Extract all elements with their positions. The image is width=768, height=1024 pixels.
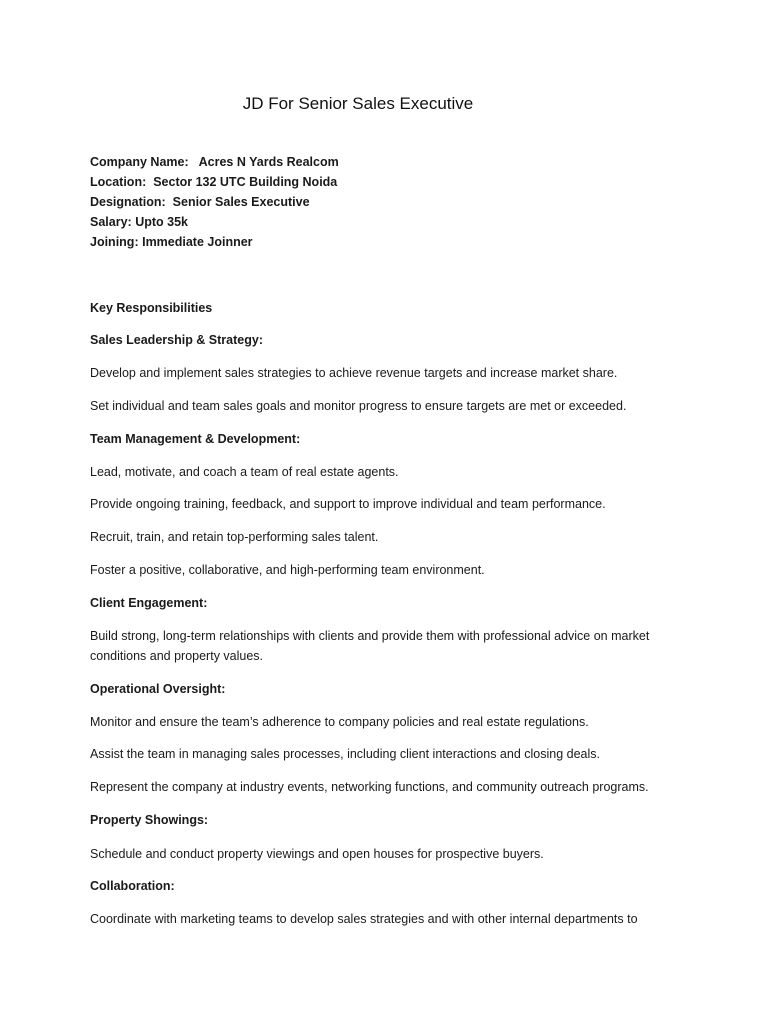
document-title: JD For Senior Sales Executive [242, 94, 474, 113]
paragraph: Monitor and ensure the team’s adherence to company policies and real estate regulations. [90, 715, 589, 729]
section-heading: Team Management & Development: [90, 432, 301, 446]
detail-joining [90, 232, 339, 252]
paragraph: Set individual and team sales goals and monitor progress to ensure targets are met or exceeded. [90, 399, 627, 413]
section-heading: Operational Oversight: [90, 682, 226, 696]
section-heading: Collaboration: [90, 879, 175, 893]
detail-label: Joining: [90, 235, 139, 249]
detail-location [90, 172, 339, 192]
paragraph: Develop and implement sales strategies to achieve revenue targets and increase market share. [90, 366, 618, 380]
detail-label: Location: [90, 175, 147, 189]
paragraph: Lead, motivate, and coach a team of real estate agents. [90, 465, 399, 479]
detail-value: Sector 132 UTC Building Noida [153, 175, 338, 189]
paragraph: Provide ongoing training, feedback, and support to improve individual and team performance. [90, 497, 606, 511]
detail-value: Immediate Joinner [142, 235, 253, 249]
detail-value: Senior Sales Executive [172, 195, 310, 209]
job-details [90, 152, 339, 252]
section-heading: Client Engagement: [90, 596, 208, 610]
detail-salary [90, 212, 339, 232]
paragraph: Build strong, long-term relationships with clients and provide them with professional advice on market conditions and property values. [90, 629, 650, 663]
detail-label: Salary: [90, 215, 132, 229]
section-heading: Sales Leadership & Strategy: [90, 333, 263, 347]
detail-value: Upto 35k [135, 215, 188, 229]
paragraph: Recruit, train, and retain top-performing sales talent. [90, 530, 379, 544]
detail-company [90, 152, 339, 172]
detail-designation [90, 192, 339, 212]
section-heading: Key Responsibilities [90, 301, 213, 315]
paragraph: Assist the team in managing sales processes, including client interactions and closing deals. [90, 747, 600, 761]
section-heading: Property Showings: [90, 813, 209, 827]
paragraph: Schedule and conduct property viewings and open houses for prospective buyers. [90, 847, 544, 861]
paragraph: Represent the company at industry events, networking functions, and community outreach programs. [90, 780, 649, 794]
detail-label: Company Name: [90, 155, 189, 169]
detail-label: Designation: [90, 195, 166, 209]
detail-value: Acres N Yards Realcom [198, 155, 339, 169]
paragraph: Foster a positive, collaborative, and high-performing team environment. [90, 563, 485, 577]
paragraph: Coordinate with marketing teams to develop sales strategies and with other internal departments to [90, 912, 638, 926]
